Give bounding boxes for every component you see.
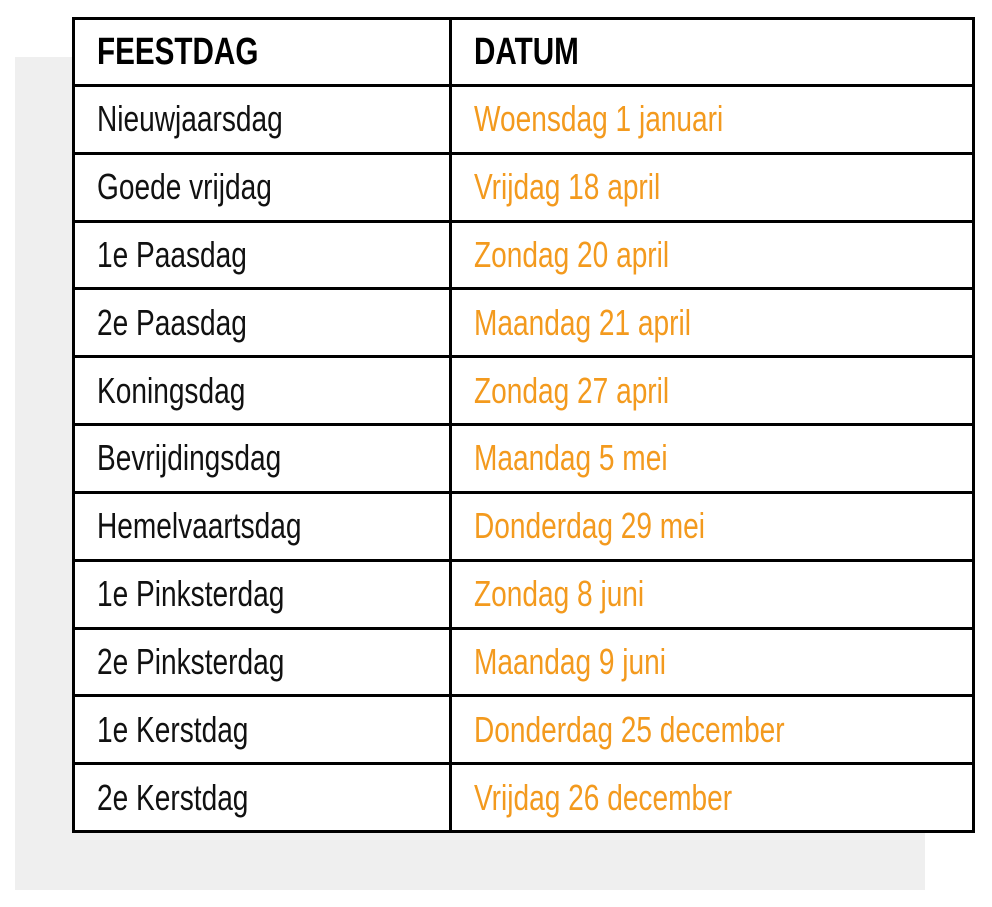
holiday-date-cell <box>451 764 974 832</box>
holiday-date-cell <box>451 357 974 425</box>
table-row <box>74 357 974 425</box>
holiday-name-cell <box>74 696 451 764</box>
holiday-name: 1e Kerstdag <box>97 708 249 750</box>
holiday-name: Bevrijdingsdag <box>97 437 282 479</box>
holiday-name-cell <box>74 560 451 628</box>
table-row <box>74 628 974 696</box>
holiday-date-cell <box>451 492 974 560</box>
holiday-date-cell <box>451 628 974 696</box>
table-row <box>74 560 974 628</box>
holiday-date-cell <box>451 153 974 221</box>
holiday-date: Maandag 5 mei <box>474 437 668 479</box>
holiday-name: 1e Paasdag <box>97 234 247 276</box>
holiday-date: Maandag 9 juni <box>474 640 667 682</box>
holiday-name: Goede vrijdag <box>97 166 272 208</box>
holiday-name-cell <box>74 221 451 289</box>
holiday-date-cell <box>451 560 974 628</box>
table-row <box>74 289 974 357</box>
header-label: FEESTDAG <box>97 30 259 73</box>
holiday-date: Zondag 8 juni <box>474 573 645 615</box>
holiday-name-cell <box>74 153 451 221</box>
holiday-date: Donderdag 29 mei <box>474 505 706 547</box>
holiday-date: Maandag 21 april <box>474 301 691 343</box>
holiday-date: Zondag 20 april <box>474 234 670 276</box>
holiday-date: Vrijdag 26 december <box>474 776 733 818</box>
table-row <box>74 86 974 154</box>
holiday-date: Donderdag 25 december <box>474 708 785 750</box>
table-row <box>74 153 974 221</box>
column-header-feestdag <box>74 19 451 86</box>
holiday-name-cell <box>74 764 451 832</box>
holiday-date-cell <box>451 696 974 764</box>
holiday-name-cell <box>74 628 451 696</box>
holiday-date-cell <box>451 86 974 154</box>
table-header-row <box>74 19 974 86</box>
holiday-name: Koningsdag <box>97 369 246 411</box>
table-row <box>74 425 974 493</box>
table-row <box>74 221 974 289</box>
holiday-date: Woensdag 1 januari <box>474 98 724 140</box>
holiday-name-cell <box>74 289 451 357</box>
holiday-name-cell <box>74 86 451 154</box>
holiday-name-cell <box>74 357 451 425</box>
holiday-name-cell <box>74 492 451 560</box>
holiday-name: 2e Pinksterdag <box>97 640 285 682</box>
holiday-name: Hemelvaartsdag <box>97 505 302 547</box>
holiday-date-cell <box>451 289 974 357</box>
column-header-datum <box>451 19 974 86</box>
holiday-date-cell <box>451 425 974 493</box>
table-row <box>74 696 974 764</box>
holiday-date-cell <box>451 221 974 289</box>
holiday-name: 2e Kerstdag <box>97 776 249 818</box>
holiday-date: Vrijdag 18 april <box>474 166 661 208</box>
table-row <box>74 764 974 832</box>
holiday-date: Zondag 27 april <box>474 369 670 411</box>
holidays-table <box>72 17 975 833</box>
holiday-name: 2e Paasdag <box>97 301 247 343</box>
holiday-name-cell <box>74 425 451 493</box>
holiday-name: Nieuwjaarsdag <box>97 98 283 140</box>
header-label: DATUM <box>474 30 579 73</box>
table-row <box>74 492 974 560</box>
holiday-name: 1e Pinksterdag <box>97 573 285 615</box>
